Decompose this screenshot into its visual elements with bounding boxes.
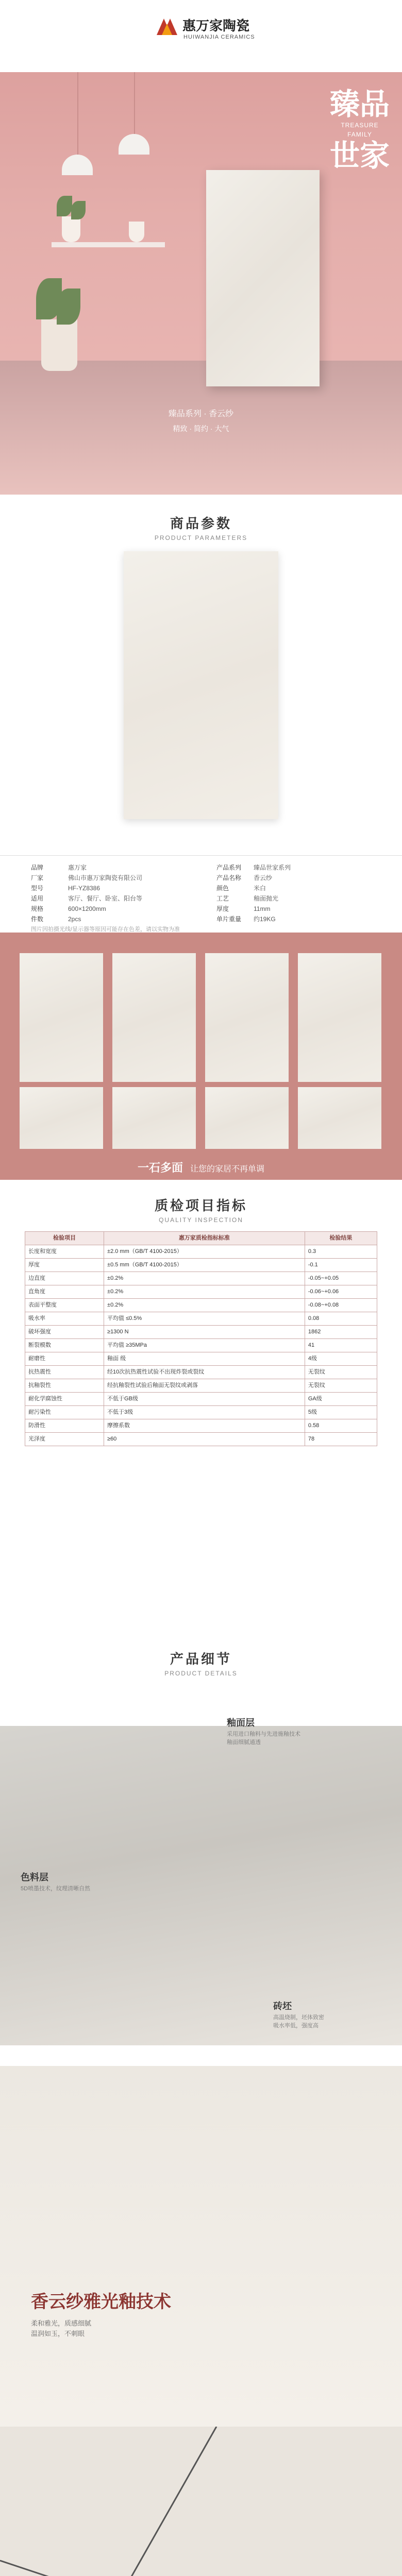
table-row xyxy=(25,1393,377,1406)
table-row xyxy=(25,1366,377,1379)
spec-item: 工艺 釉面抛光 xyxy=(216,895,279,902)
table-cell: ±2.0 mm（GB/T 4100-2015） xyxy=(104,1245,305,1259)
table-cell: 长度和宽度 xyxy=(25,1245,104,1259)
table-cell: 无裂纹 xyxy=(305,1366,377,1379)
params-heading: 商品参数 PRODUCT PARAMETERS xyxy=(154,516,248,541)
details-section xyxy=(0,1628,402,2066)
table-cell: ±0.5 mm（GB/T 4100-2015） xyxy=(104,1259,305,1272)
table-row xyxy=(25,1379,377,1393)
table-cell: GA级 xyxy=(305,1393,377,1406)
spec-item: 品牌 惠万家 xyxy=(31,864,87,871)
table-cell: 耐化学腐蚀性 xyxy=(25,1393,104,1406)
table-cell: 防滑性 xyxy=(25,1419,104,1433)
spec-item: 型号 HF-YZ8386 xyxy=(31,885,100,892)
tile-variant-image xyxy=(298,1087,381,1149)
table-cell: -0.1 xyxy=(305,1259,377,1272)
body-layer-desc: 高温烧制，坯体致密 吸水率低，强度高 xyxy=(273,2014,324,2029)
table-cell: 抗热震性 xyxy=(25,1366,104,1379)
spec-item: 单片重量 约19KG xyxy=(216,916,276,923)
table-row xyxy=(25,1272,377,1285)
table-cell: -0.05~+0.05 xyxy=(305,1272,377,1285)
table-row xyxy=(25,1352,377,1366)
table-cell: 经抗釉裂性试验后釉面无裂纹或剥落 xyxy=(104,1379,305,1393)
table-cell: 41 xyxy=(305,1339,377,1352)
qc-heading: 质检项目指标 QUALITY INSPECTION xyxy=(154,1198,247,1224)
spec-item: 产品名称 香云纱 xyxy=(216,874,273,882)
table-cell: 0.3 xyxy=(305,1245,377,1259)
tile-variant-image xyxy=(298,953,381,1082)
glaze-layer-label: 釉面层 xyxy=(227,1718,255,1728)
table-row xyxy=(25,1419,377,1433)
plant-icon xyxy=(57,196,72,216)
spec-item: 规格 600×1200mm xyxy=(31,905,106,912)
table-row xyxy=(25,1299,377,1312)
hero-title: 臻品 TREASURE FAMILY 世家 xyxy=(329,87,390,173)
table-row xyxy=(25,1406,377,1419)
table-cell: 平均值 ≤0.5% xyxy=(104,1312,305,1326)
shelf xyxy=(52,242,165,247)
table-cell: ≥1300 N xyxy=(104,1326,305,1339)
body-layer-label: 砖坯 xyxy=(273,2001,292,2011)
table-cell: 平均值 ≥35MPa xyxy=(104,1339,305,1352)
table-row xyxy=(25,1339,377,1352)
feature-glaze-section xyxy=(0,2066,402,2427)
brand-name-en: HUIWANJIA CERAMICS xyxy=(183,34,255,40)
tile-image xyxy=(124,551,278,819)
qc-section xyxy=(0,1180,402,1628)
table-row xyxy=(25,1245,377,1259)
spec-item: 件数 2pcs xyxy=(31,916,81,923)
table-cell: 经10次抗热震性试验不出现炸裂或裂纹 xyxy=(104,1366,305,1379)
glaze-layer-desc: 采用进口釉料与先进施釉技术 釉面细腻通透 xyxy=(227,1731,300,1745)
color-layer-label: 色料层 xyxy=(21,1872,48,1883)
details-heading: 产品细节 PRODUCT DETAILS xyxy=(164,1651,238,1677)
top-bar xyxy=(0,0,402,72)
vase-icon xyxy=(62,216,80,242)
tile-variant-image xyxy=(112,1087,196,1149)
table-row xyxy=(25,1312,377,1326)
table-cell: 无裂纹 xyxy=(305,1379,377,1393)
spec-item: 厚度 11mm xyxy=(216,905,271,912)
table-header-row: 检验项目 惠万家质检指标标准 检验结果 xyxy=(25,1232,377,1245)
table-cell: 不低于GB级 xyxy=(104,1393,305,1406)
spec-item: 适用 客厅、餐厅、卧室、阳台等 xyxy=(31,895,143,902)
hero-section xyxy=(0,0,402,495)
table-cell: 摩擦系数 xyxy=(104,1419,305,1433)
spec-list xyxy=(0,855,402,933)
table-cell: ±0.2% xyxy=(104,1299,305,1312)
table-cell: ±0.2% xyxy=(104,1285,305,1299)
table-cell: 耐磨性 xyxy=(25,1352,104,1366)
product-slab-image xyxy=(206,170,320,386)
tile-variant-image xyxy=(205,953,289,1082)
tile-grid-image xyxy=(0,2427,402,2576)
gallery-caption: 一石多面 让您的家居不再单调 xyxy=(137,1161,265,1174)
hero-caption: 臻品系列 · 香云纱 xyxy=(168,410,234,418)
table-cell: 不低于3级 xyxy=(104,1406,305,1419)
color-layer-desc: 5D喷墨技术，纹理清晰自然 xyxy=(21,1886,91,1892)
brand-name: 惠万家陶瓷 xyxy=(182,18,250,33)
brand-logo-icon xyxy=(155,14,179,39)
gallery-section xyxy=(0,933,402,1180)
notice-text: 图片因拍摄光线/显示器等原因可能存在色差，请以实物为准 xyxy=(31,926,180,933)
hero-subcaption: 精致 · 简约 · 大气 xyxy=(173,425,229,433)
table-row xyxy=(25,1285,377,1299)
table-cell: ±0.2% xyxy=(104,1272,305,1285)
tile-variant-image xyxy=(20,1087,103,1149)
table-cell: 耐污染性 xyxy=(25,1406,104,1419)
spec-item: 产品系列 臻品世家系列 xyxy=(216,864,291,871)
spec-item: 厂家 佛山市惠万家陶瓷有限公司 xyxy=(31,874,143,882)
table-cell: 78 xyxy=(305,1433,377,1446)
tile-variant-image xyxy=(20,953,103,1082)
table-cell: 厚度 xyxy=(25,1259,104,1272)
table-cell: 抗釉裂性 xyxy=(25,1379,104,1393)
table-cell: ≥60 xyxy=(104,1433,305,1446)
table-cell: -0.06~+0.06 xyxy=(305,1285,377,1299)
table-cell: 断裂模数 xyxy=(25,1339,104,1352)
table-cell: 吸水率 xyxy=(25,1312,104,1326)
vase-icon xyxy=(129,222,144,242)
tile-variant-image xyxy=(205,1087,289,1149)
table-cell: 5级 xyxy=(305,1406,377,1419)
table-cell: 0.58 xyxy=(305,1419,377,1433)
feature-glaze-title: 香云纱雅光釉技术 xyxy=(31,2292,171,2312)
table-cell: 1862 xyxy=(305,1326,377,1339)
table-cell: 破坏强度 xyxy=(25,1326,104,1339)
table-cell: 4级 xyxy=(305,1352,377,1366)
table-row xyxy=(25,1326,377,1339)
table-cell: 0.08 xyxy=(305,1312,377,1326)
feature-glaze-desc: 柔和雅光，质感细腻 温润如玉，不刺眼 xyxy=(31,2319,92,2337)
table-cell: 釉面 级 xyxy=(104,1352,305,1366)
table-cell: 表面平整度 xyxy=(25,1299,104,1312)
table-row xyxy=(25,1259,377,1272)
feature-inkjet-section xyxy=(0,2427,402,2576)
table-cell: 边直度 xyxy=(25,1272,104,1285)
qc-table xyxy=(25,1231,377,1446)
table-cell: -0.08~+0.08 xyxy=(305,1299,377,1312)
tile-variant-image xyxy=(112,953,196,1082)
params-section xyxy=(0,495,402,855)
table-cell: 直角度 xyxy=(25,1285,104,1299)
table-cell: 光泽度 xyxy=(25,1433,104,1446)
floor-vase-icon xyxy=(41,319,77,371)
spec-item: 颜色 米白 xyxy=(216,885,266,892)
table-row xyxy=(25,1433,377,1446)
